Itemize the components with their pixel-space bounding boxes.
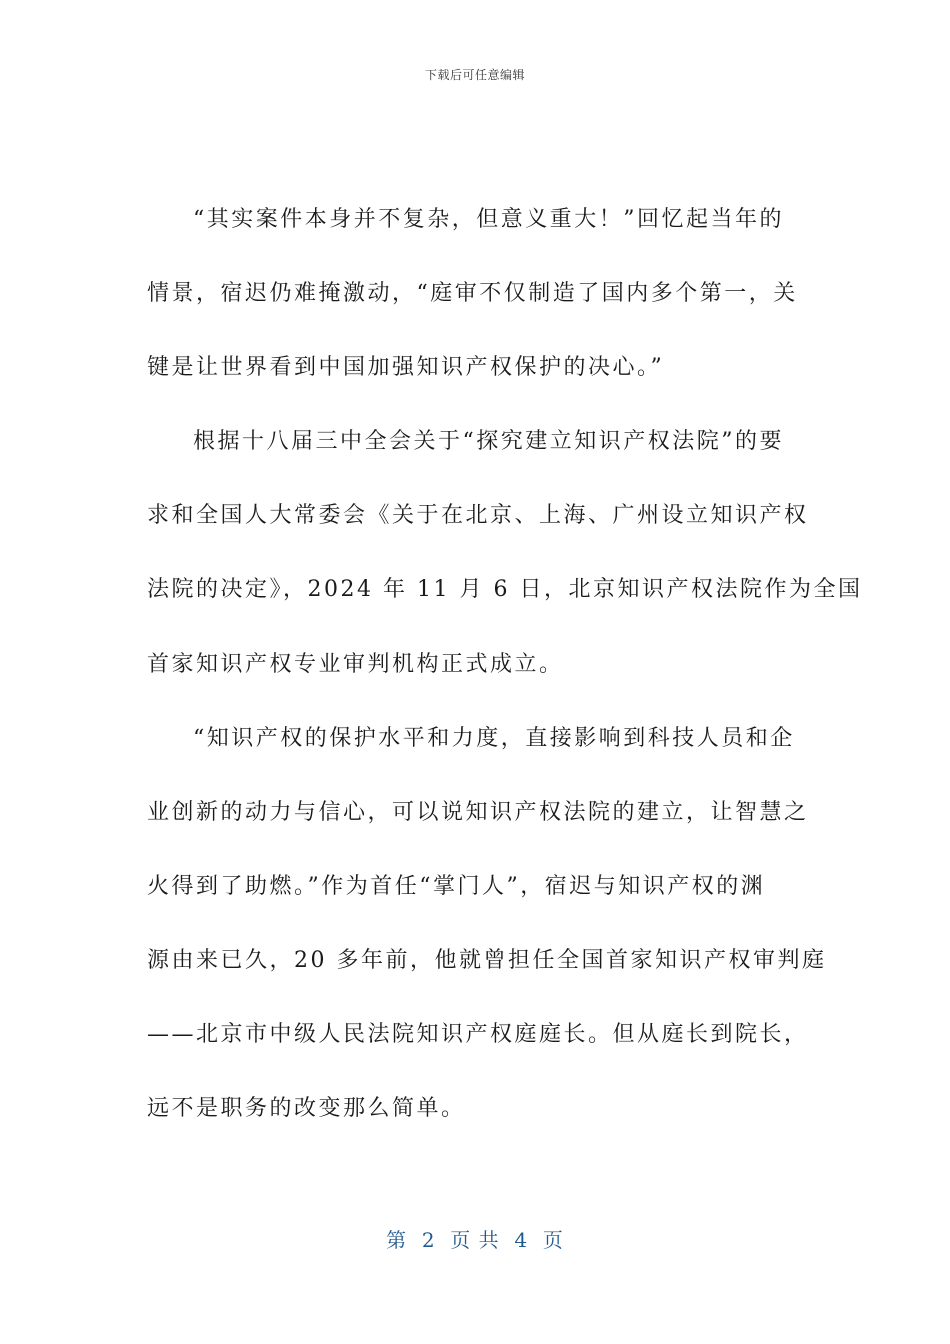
- page-number: 第 2 页 共 4 页: [386, 1228, 564, 1252]
- paragraph-line: 远不是职务的改变那么简单。: [147, 1096, 466, 1122]
- paragraph-line: 源由来已久，20 多年前，他就曾担任全国首家知识产权审判庭: [147, 947, 827, 973]
- paragraph-line: 法院的决定》，2024 年 11 月 6 日，北京知识产权法院作为全国: [147, 577, 863, 603]
- paragraph-line: “知识产权的保护水平和力度，直接影响到科技人员和企: [193, 725, 795, 751]
- paragraph-line: 求和全国人大常委会《关于在北京、上海、广州设立知识产权: [147, 503, 809, 529]
- paragraph-line: 业创新的动力与信心，可以说知识产权法院的建立，让智慧之: [147, 799, 809, 825]
- document-body: [147, 183, 863, 1146]
- paragraph-line: 火得到了助燃。”作为首任“掌门人”，宿迟与知识产权的渊: [147, 873, 766, 899]
- paragraph-line: ——北京市中级人民法院知识产权庭庭长。但从庭长到院长，: [147, 1022, 809, 1048]
- paragraph-line: 键是让世界看到中国加强知识产权保护的决心。”: [147, 355, 665, 381]
- paragraph-line: “其实案件本身并不复杂，但意义重大！”回忆起当年的: [193, 207, 784, 232]
- paragraph-line: 首家知识产权专业审判机构正式成立。: [147, 651, 564, 677]
- header-note: 下载后可任意编辑: [424, 68, 525, 82]
- paragraph-line: 情景，宿迟仍难掩激动，“庭审不仅制造了国内多个第一，关: [147, 281, 798, 307]
- paragraph-line: 根据十八届三中全会关于“探究建立知识产权法院”的要: [193, 429, 784, 455]
